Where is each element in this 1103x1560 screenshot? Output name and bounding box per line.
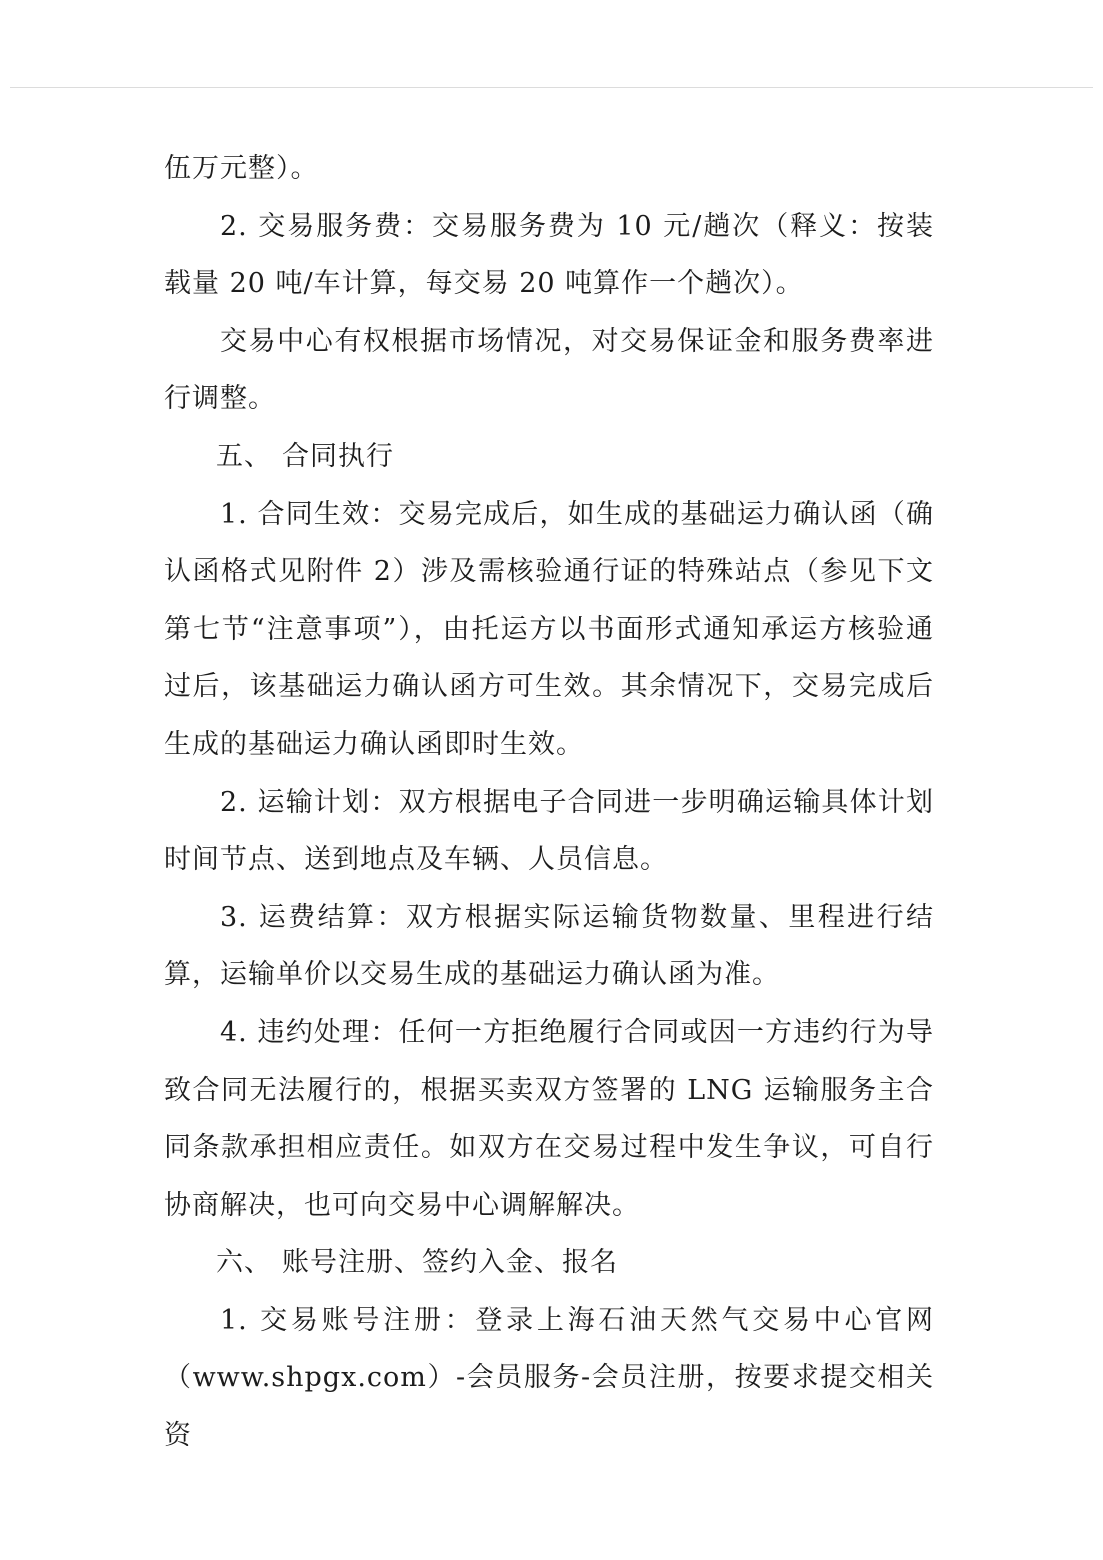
paragraph-transport-plan: 2. 运输计划：双方根据电子合同进一步明确运输具体计划时间节点、送到地点及车辆、人员信息。 — [164, 786, 934, 876]
paragraph-freight-settlement: 3. 运费结算：双方根据实际运输货物数量、里程进行结算，运输单价以交易生成的基础运力确认函为准。 — [164, 901, 934, 991]
section-title: 合同执行 — [282, 440, 394, 472]
paragraph-rate-adjustment: 交易中心有权根据市场情况，对交易保证金和服务费率进行调整。 — [164, 325, 934, 415]
document-body — [164, 140, 934, 1465]
section-heading-contract-execution — [164, 428, 934, 486]
section-heading-registration — [164, 1234, 934, 1292]
section-number: 六、 — [216, 1247, 272, 1279]
section-title: 账号注册、签约入金、报名 — [282, 1247, 618, 1279]
paragraph-continuation: 伍万元整）。 — [164, 153, 319, 184]
paragraph-breach-handling: 4. 违约处理：任何一方拒绝履行合同或因一方违约行为导致合同无法履行的，根据买卖双方签署的 LNG 运输服务主合同条款承担相应责任。如双方在交易过程中发生争议，可自行协商解决，也可向交易中心调解解决。 — [164, 1016, 934, 1221]
paragraph-service-fee: 2. 交易服务费：交易服务费为 10 元/趟次（释义：按装载量 20 吨/车计算，每交易 20 吨算作一个趟次）。 — [164, 210, 934, 300]
section-number: 五、 — [216, 440, 272, 472]
paragraph-contract-effective: 1. 合同生效：交易完成后，如生成的基础运力确认函（确认函格式见附件 2）涉及需核验通行证的特殊站点（参见下文第七节“注意事项”），由托运方以书面形式通知承运方核验通过后，该基础运力确认函方可生效。其余情况下，交易完成后生成的基础运力确认函即时生效。 — [164, 498, 934, 760]
header-rule — [10, 87, 1093, 88]
paragraph-account-registration: 1. 交易账号注册：登录上海石油天然气交易中心官网（www.shpgx.com）-会员服务-会员注册，按要求提交相关资 — [164, 1304, 934, 1452]
